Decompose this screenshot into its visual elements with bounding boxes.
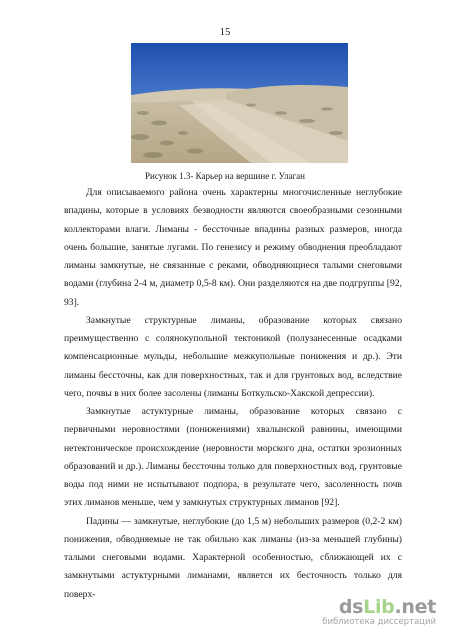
dslib-logo: dsLib.net: [338, 596, 436, 618]
dslib-watermark: [312, 597, 436, 628]
paragraph: Замкнутые структурные лиманы, образование которых связано преимущественно с солянокупольной тектоникой (полузанесенные осадками компенсационные мульды, небольшие межкупольные понижения и др.). Эти лиманы бессточны, как для поверхностных, так и для грунтовых вод, вследствие чего, почвы в них более засолены (лиманы Боткульско-Хакской депрессии).: [64, 314, 402, 399]
figure-caption: Рисунок 1.3- Карьер на вершине г. Улаган: [145, 171, 305, 181]
paragraph: Падины — замкнутые, неглубокие (до 1,5 м) небольших размеров (0,2-2 км) понижения, обводняемые не так обильно как лиманы (из-за меньшей глубины) талыми снеговыми водами. Характерной особенностью, сближающей их с замкнутыми астуктурными лиманами, является их бесточность только для поверх-: [64, 515, 402, 600]
figure-photo: [131, 43, 348, 163]
paragraph: Замкнутые астуктурные лиманы, образование которых связано с первичными неровностями (понижениями) хвалынской равнины, имеющими нетектоническое происхождение (неровности морского дна, остатки эрозионных образований и др.). Лиманы бессточны только для поверхностных вод, грунтовые воды под ними не испытывают подпора, в результате чего, засоленность почв этих лиманов меньше, чем у замкнутых структурных лиманов [92].: [64, 406, 402, 509]
dslib-tagline: библиотека диссертаций: [322, 617, 436, 627]
body-text: [64, 184, 402, 604]
page-number: 15: [219, 27, 231, 38]
paragraph: Для описываемого района очень характерны многочисленные неглубокие впадины, которые в условиях безводности являются своеобразными сезонными коллекторами влаги. Лиманы - бессточные впадины разных размеров, иногда очень большие, занятые лугами. По генезису и режиму обводнения преобладают лиманы замкнутые, не связанные с реками, обводняющиеся талыми снеговыми водами (глубина 2-4 м, диаметр 0,5-8 км). Они разделяются на две подгруппы [92, 93].: [64, 187, 402, 308]
